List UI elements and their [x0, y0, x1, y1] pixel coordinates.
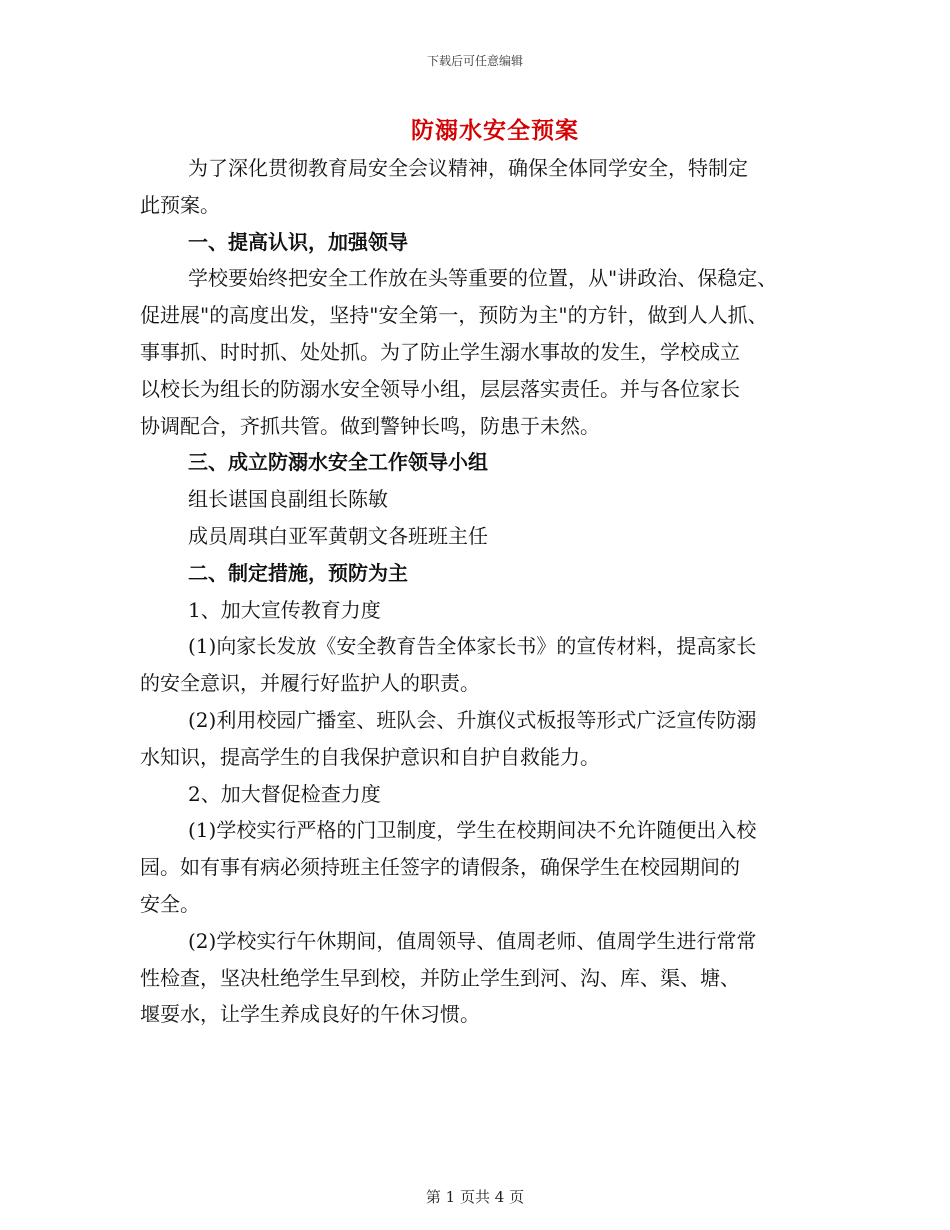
text-line-7: 以校长为组长的防溺水安全领导小组，层层落实责任。并与各位家长: [140, 376, 740, 401]
subheading-1: 1、加大宣传教育力度: [188, 597, 381, 622]
text-line-10: 组长谌国良副组长陈敏: [188, 487, 388, 512]
page-header-note: 下载后可任意编辑: [426, 54, 523, 68]
text-line-21: 安全。: [140, 891, 200, 916]
text-line-23: 性检查，坚决杜绝学生早到校，并防止学生到河、沟、库、渠、塘、: [140, 965, 740, 990]
document-body: [140, 150, 840, 1033]
text-line-4: 学校要始终把安全工作放在头等重要的位置，从"讲政治、保稳定、: [188, 266, 778, 291]
section-heading-3: 三、成立防溺水安全工作领导小组: [188, 450, 488, 475]
text-line-16: (2)利用校园广播室、班队会、升旗仪式板报等形式广泛宣传防溺: [188, 707, 757, 732]
text-line-17: 水知识，提高学生的自我保护意识和自护自救能力。: [140, 744, 600, 769]
text-line-11: 成员周琪白亚军黄朝文各班班主任: [188, 523, 488, 548]
text-line-19: (1)学校实行严格的门卫制度，学生在校期间决不允许随便出入校: [188, 818, 757, 843]
text-line-8: 协调配合，齐抓共管。做到警钟长鸣，防患于未然。: [140, 413, 600, 438]
text-line-6: 事事抓、时时抓、处处抓。为了防止学生溺水事故的发生，学校成立: [140, 339, 740, 364]
document-title: 防溺水安全预案: [411, 117, 579, 144]
page-footer: 第 1 页共 4 页: [425, 1188, 525, 1206]
text-line-20: 园。如有事有病必须持班主任签字的请假条，确保学生在校园期间的: [140, 855, 740, 880]
section-heading-2: 二、制定措施，预防为主: [188, 560, 408, 585]
text-line-1: 为了深化贯彻教育局安全会议精神，确保全体同学安全，特制定: [188, 156, 748, 180]
text-line-14: (1)向家长发放《安全教育告全体家长书》的宣传材料，提高家长: [188, 634, 757, 659]
text-line-5: 促进展"的高度出发，坚持"安全第一，预防为主"的方针，做到人人抓、: [140, 303, 768, 328]
text-line-24: 堰耍水，让学生养成良好的午休习惯。: [140, 1002, 480, 1027]
text-line-15: 的安全意识，并履行好监护人的职责。: [140, 671, 480, 696]
text-line-2: 此预案。: [140, 192, 220, 217]
section-heading-1: 一、提高认识，加强领导: [188, 229, 408, 254]
text-line-22: (2)学校实行午休期间，值周领导、值周老师、值周学生进行常常: [188, 928, 757, 953]
subheading-2: 2、加大督促检查力度: [188, 781, 381, 806]
